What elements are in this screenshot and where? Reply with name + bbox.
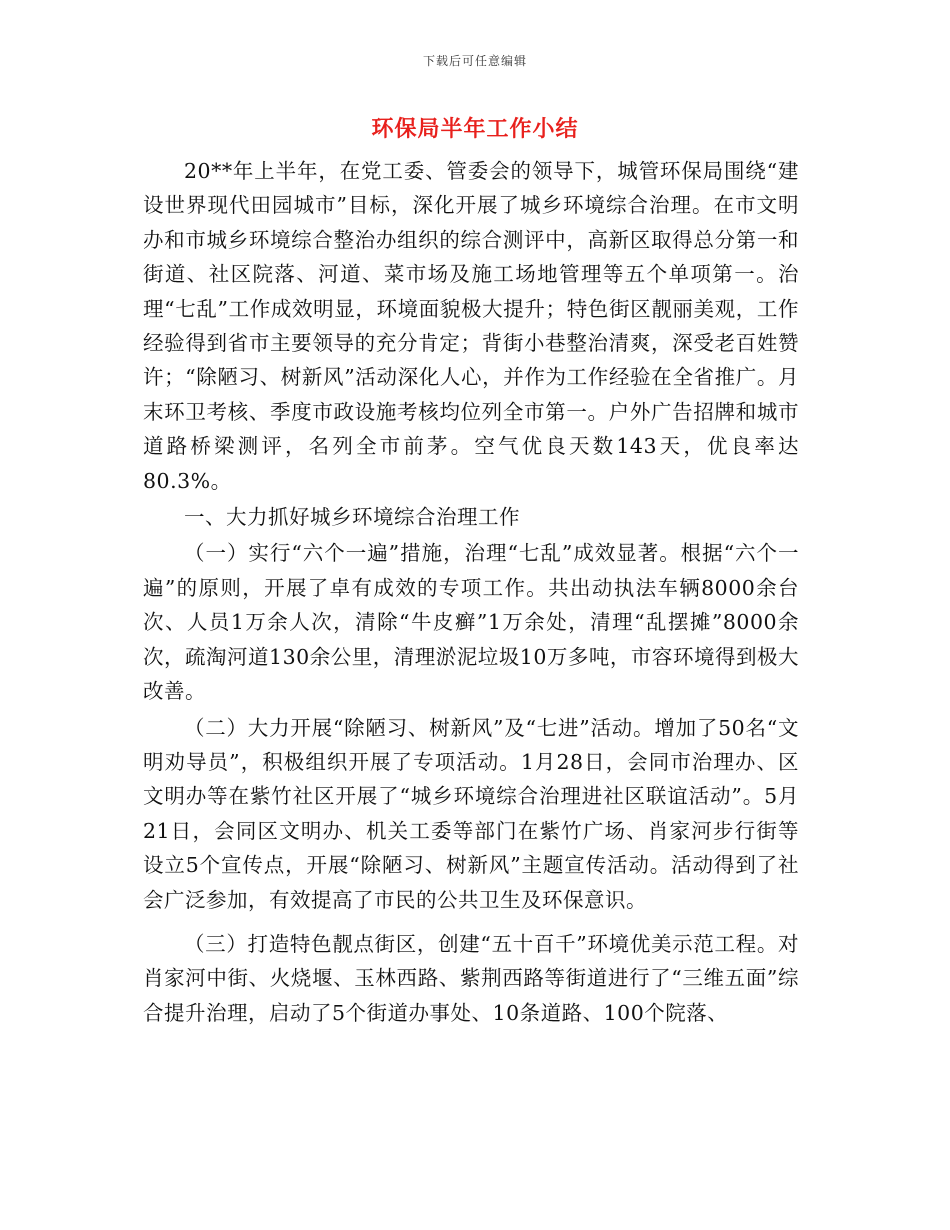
header-note: 下载后可任意编辑 (422, 54, 527, 68)
paragraph-item-1: （一）实行“六个一遍”措施，治理“七乱”成效显著。根据“六个一遍”的原则，开展了卓有成效的专项工作。共出动执法车辆8000余台次、人员1万余人次，清除“牛皮癣”1万余处，清理“乱摆摊”8000余次，疏淘河道130余公里，清理淤泥垃圾10万多吨，市容环境得到极大改善。 (143, 541, 799, 704)
paragraph-intro: 20**年上半年，在党工委、管委会的领导下，城管环保局围绕“建设世界现代田园城市”目标，深化开展了城乡环境综合治理。在市文明办和市城乡环境综合整治办组织的综合测评中，高新区取得总分第一和街道、社区院落、河道、菜市场及施工场地管理等五个单项第一。治理“七乱”工作成效明显，环境面貌极大提升；特色街区靓丽美观，工作经验得到省市主要领导的充分肯定；背街小巷整治清爽，深受老百姓赞许；“除陋习、树新风”活动深化人心，并作为工作经验在全省推广。月末环卫考核、季度市政设施考核均位列全市第一。户外广告招牌和城市道路桥梁测评，名列全市前茅。空气优良天数143天，优良率达80.3%。 (143, 159, 799, 493)
document-body (143, 154, 799, 1030)
paragraph-item-2: （二）大力开展“除陋习、树新风”及“七进”活动。增加了50名“文明劝导员”，积极组织开展了专项活动。1月28日，会同市治理办、区文明办等在紫竹社区开展了“城乡环境综合治理进社区联谊活动”。5月21日，会同区文明办、机关工委等部门在紫竹广场、肖家河步行街等设立5个宣传点，开展“除陋习、树新风”主题宣传活动。活动得到了社会广泛参加，有效提高了市民的公共卫生及环保意识。 (143, 715, 799, 912)
section-heading-1: 一、大力抓好城乡环境综合治理工作 (184, 505, 520, 530)
paragraph-item-3: （三）打造特色靓点街区，创建“五十百千”环境优美示范工程。对肖家河中街、火烧堰、玉林西路、紫荆西路等街道进行了“三维五面”综合提升治理，启动了5个街道办事处、10条道路、100个院落、 (143, 931, 799, 1025)
document-title: 环保局半年工作小结 (371, 116, 579, 142)
